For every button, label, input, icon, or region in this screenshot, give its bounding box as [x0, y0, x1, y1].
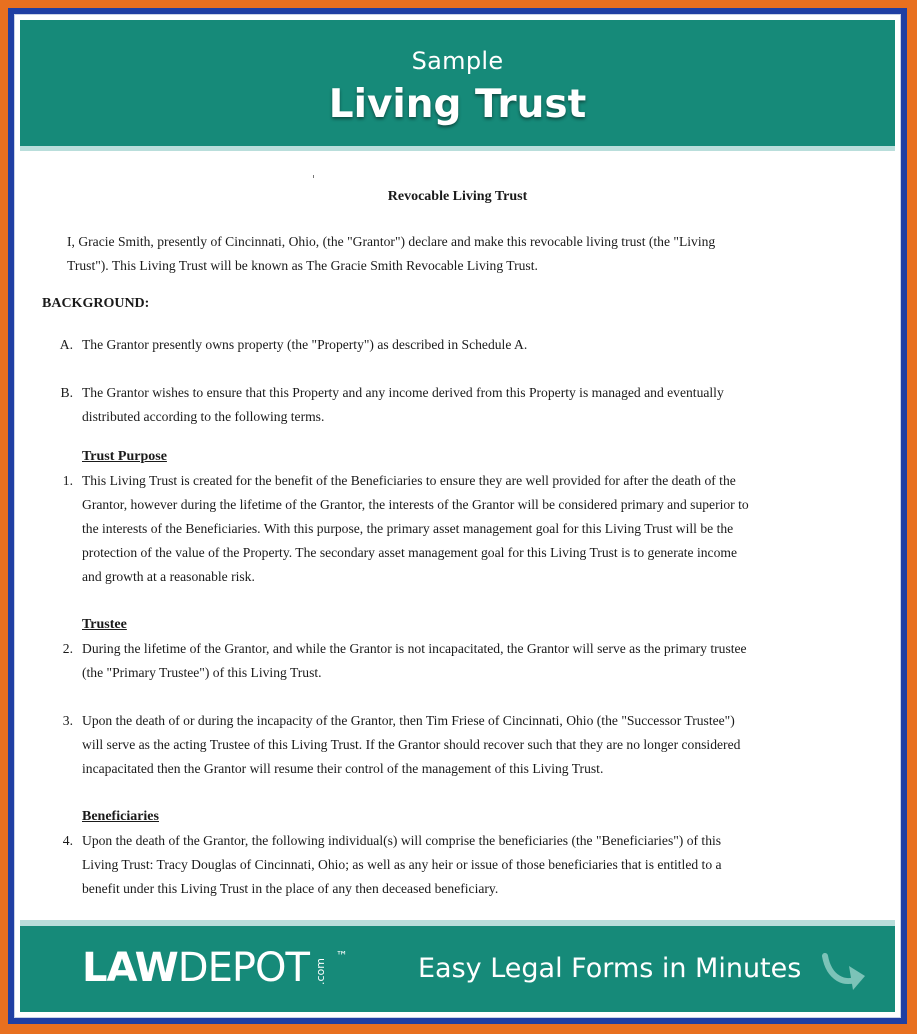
- clause-line: protection of the value of the Property. The secondary asset management goal for this Living Trust is to generate income: [82, 545, 737, 560]
- logo-word-depot: DEPOT: [177, 945, 309, 991]
- section-heading-trustee: Trustee: [82, 617, 127, 632]
- document-title: Revocable Living Trust: [387, 189, 528, 204]
- list-marker: A.: [59, 337, 73, 352]
- clause-line: This Living Trust is created for the benefit of the Beneficiaries to ensure they are well provided for after the death of the: [82, 473, 736, 488]
- background-item-a-line-1: The Grantor presently owns property (the "Property") as described in Schedule A.: [82, 337, 528, 352]
- list-marker: 3.: [62, 713, 73, 728]
- background-item-b-line-2: distributed according to the following terms.: [82, 409, 325, 424]
- clause-line: Upon the death of or during the incapacity of the Grantor, then Tim Friese of Cincinnati, Ohio (the "Successor Trustee"): [82, 713, 735, 728]
- list-marker: B.: [60, 385, 73, 400]
- logo-trademark: ™: [335, 949, 348, 963]
- outer-frame: [8, 8, 907, 1024]
- clause-line: incapacitated then the Grantor will resume their control of the management of this Living Trust.: [82, 761, 604, 776]
- header-title: Living Trust: [328, 82, 587, 127]
- clause-line: During the lifetime of the Grantor, and while the Grantor is not incapacitated, the Grantor will serve as the primary trustee: [82, 641, 747, 656]
- section-heading-trust-purpose: Trust Purpose: [82, 449, 167, 464]
- clause-line: will serve as the acting Trustee of this Living Trust. If the Grantor should recover such that they are no longer considered: [82, 737, 741, 752]
- intro-line-2: Trust"). This Living Trust will be known as The Gracie Smith Revocable Living Trust.: [67, 258, 538, 273]
- logo-word-law: LAW: [82, 945, 178, 991]
- list-marker: 2.: [62, 641, 73, 656]
- clause-line: the interests of the Beneficiaries. With this purpose, the primary asset management goal for this Living Trust will be the: [82, 521, 734, 536]
- curved-arrow-icon: [819, 948, 871, 994]
- list-marker: 4.: [62, 833, 73, 848]
- clause-line: Living Trust: Tracy Douglas of Cincinnati, Ohio; as well as any heir or issue of those beneficiaries that is entitled to a: [82, 857, 722, 872]
- lawdepot-logo[interactable]: [82, 945, 348, 991]
- footer-banner: [20, 926, 895, 1012]
- logo-dotcom: .com: [313, 958, 327, 985]
- clause-line: Upon the death of the Grantor, the following individual(s) will comprise the beneficiaries (the "Beneficiaries") of this: [82, 833, 722, 848]
- section-heading-beneficiaries: Beneficiaries: [82, 809, 159, 824]
- document-frame: [14, 14, 901, 1018]
- header-subtitle: Sample: [411, 47, 504, 75]
- background-item-b-line-1: The Grantor wishes to ensure that this Property and any income derived from this Property is managed and eventually: [82, 385, 724, 400]
- clause-line: and growth at a reasonable risk.: [82, 569, 255, 584]
- document-body: [15, 15, 900, 1017]
- intro-line-1: I, Gracie Smith, presently of Cincinnati, Ohio, (the "Grantor") declare and make this revocable living trust (the "Living: [67, 234, 716, 249]
- clause-line: Grantor, however during the lifetime of the Grantor, the interests of the Grantor will be considered primary and superior to: [82, 497, 749, 512]
- list-marker: 1.: [62, 473, 73, 488]
- background-heading: BACKGROUND:: [42, 296, 150, 311]
- footer-tagline: Easy Legal Forms in Minutes: [418, 953, 802, 984]
- clause-line: benefit under this Living Trust in the place of any then deceased beneficiary.: [82, 881, 499, 896]
- clause-line: (the "Primary Trustee") of this Living Trust.: [82, 665, 322, 680]
- stray-mark: [313, 175, 314, 178]
